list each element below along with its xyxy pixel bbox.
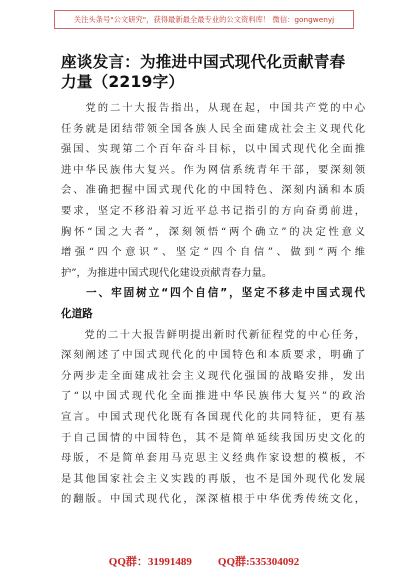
section-heading-line: 一、牢固树立“四个自信”，坚定不移走中国式现代 bbox=[61, 287, 365, 300]
paragraph-line: 党的二十大报告鲜明提出新时代新征程党的中心任务， bbox=[61, 328, 365, 341]
paragraph-line: 党的二十大报告指出，从现在起，中国共产党的中心 bbox=[61, 102, 365, 114]
paragraph-line: 宣言。中国式现代化既有各国现代化的共同特征，更有基 bbox=[61, 410, 365, 423]
paragraph-line: 护”，为推进中国式现代化建设贡献青春力量。 bbox=[61, 266, 273, 279]
footer bbox=[0, 553, 408, 569]
paragraph-line: 分两步走全面建成社会主义现代化强国的战略安排，发出 bbox=[61, 369, 365, 382]
paragraph-line: 深刻阐述了中国式现代化的中国特色和本质要求，明确了 bbox=[61, 349, 365, 362]
paragraph-line: 母版，不是简单套用马克思主义经典作家设想的模板，不 bbox=[61, 452, 365, 465]
section-heading-line: 化道路 bbox=[61, 307, 93, 320]
paragraph-line: 任务就是团结带领全国各族人民全面建成社会主义现代化 bbox=[61, 122, 365, 135]
footer-qq-group-1: QQ群：31991489 bbox=[108, 556, 192, 568]
footer-qq-group-2: QQ群:535304092 bbox=[217, 556, 300, 568]
paragraph-line: 是其他国家社会主义实践的再版，也不是国外现代化发展 bbox=[61, 472, 365, 485]
paragraph-line: 胸怀“国之大者”，深刻领悟“两个确立”的决定性意义 bbox=[61, 225, 365, 238]
paragraph-line: 要求，坚定不移沿着习近平总书记指引的方向奋勇前进， bbox=[61, 204, 365, 217]
paragraph-line: 增强“四个意识”、坚定“四个自信”、做到“两个维 bbox=[61, 246, 365, 259]
paragraph-line: 的翻版。中国式现代化，深深植根于中华优秀传统文化， bbox=[61, 493, 365, 506]
document-title bbox=[61, 52, 365, 92]
paragraph-line: 强国、实现第二个百年奋斗目标，以中国式现代化全面推 bbox=[61, 143, 365, 156]
paragraph-line: 会、准确把握中国式现代化的中国特色、深刻内涵和本质 bbox=[61, 184, 365, 197]
paragraph-line: 于自己国情的中国特色，其不是简单延续我国历史文化的 bbox=[61, 431, 365, 444]
document-title-line-1: 座谈发言：为推进中国式现代化贡献青春 bbox=[61, 53, 346, 71]
top-banner: 关注头条号"公文研究"，获得最新最全最专业的公文资料库！ 微信：gongwenyj bbox=[54, 10, 354, 29]
paragraph-line: 了“以中国式现代化全面推进中华民族伟大复兴”的政治 bbox=[61, 390, 365, 403]
paragraph-line: 进中华民族伟大复兴。作为网信系统青年干部，要深刻领 bbox=[61, 163, 365, 176]
document-body bbox=[61, 52, 365, 510]
document-title-line-2: 力量（2219字） bbox=[61, 73, 185, 91]
